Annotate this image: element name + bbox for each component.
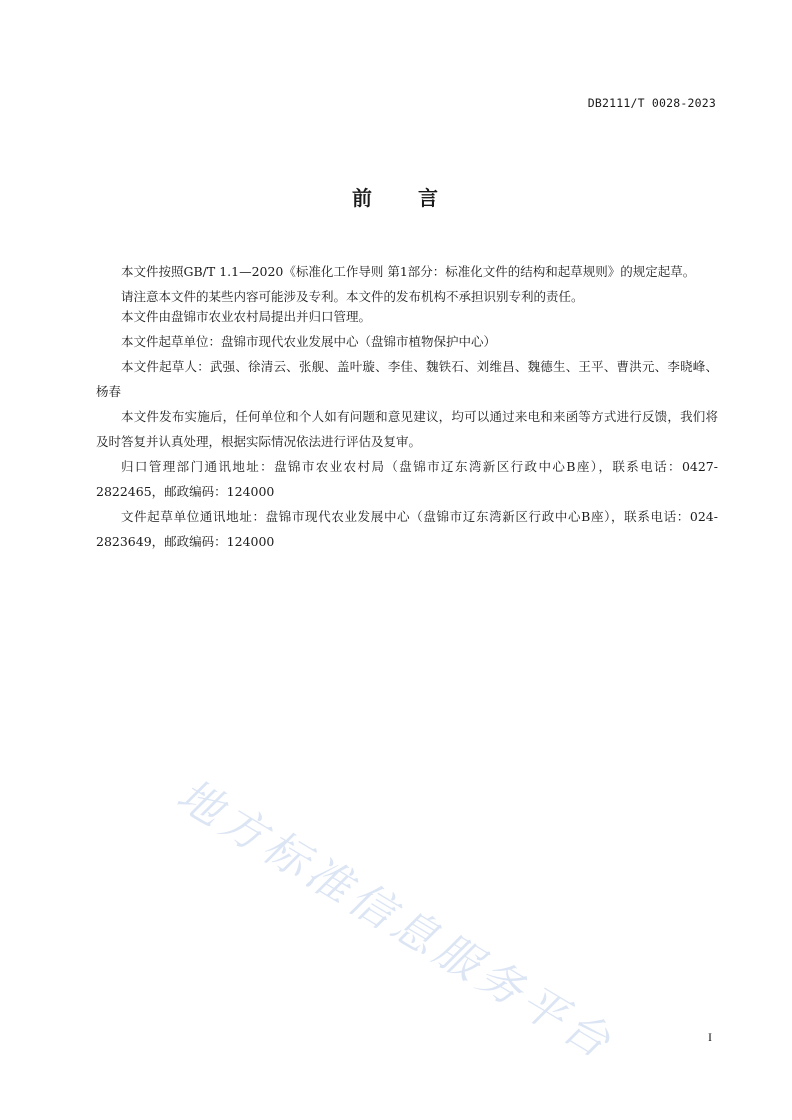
paragraph-proposer: 本文件由盘锦市农业农村局提出并归口管理。 xyxy=(121,309,372,324)
paragraph-patent-notice: 请注意本文件的某些内容可能涉及专利。本文件的发布机构不承担识别专利的责任。 xyxy=(121,289,584,304)
watermark: 地方标准信息服务平台 xyxy=(168,769,623,1071)
document-code: DB2111/T 0028-2023 xyxy=(587,96,716,110)
paragraph-drafters: 本文件起草人：武强、徐清云、张舰、盖叶璇、李佳、魏铁石、刘维昌、魏德生、王平、曹洪元、李晓峰、杨春 xyxy=(96,359,718,399)
paragraph-drafting-rules: 本文件按照GB/T 1.1—2020《标准化工作导则 第1部分：标准化文件的结构和起草规则》的规定起草。 xyxy=(121,264,696,279)
title-char-2: 言 xyxy=(418,186,440,210)
paragraph-drafter-contact: 文件起草单位通讯地址：盘锦市现代农业发展中心（盘锦市辽东湾新区行政中心B座），联系电话：024-2823649，邮政编码：124000 xyxy=(96,509,718,549)
title-char-1: 前 xyxy=(352,186,374,210)
paragraph-drafting-unit: 本文件起草单位：盘锦市现代农业发展中心（盘锦市植物保护中心） xyxy=(121,334,497,349)
paragraph-management-contact: 归口管理部门通讯地址：盘锦市农业农村局（盘锦市辽东湾新区行政中心B座），联系电话：0427-2822465，邮政编码：124000 xyxy=(96,459,718,499)
page-title xyxy=(0,182,792,211)
page-number: I xyxy=(708,1030,712,1044)
foreword-body xyxy=(96,259,718,554)
paragraph-feedback: 本文件发布实施后，任何单位和个人如有问题和意见建议，均可以通过来电和来函等方式进行反馈，我们将及时答复并认真处理，根据实际情况依法进行评估及复审。 xyxy=(96,409,718,449)
